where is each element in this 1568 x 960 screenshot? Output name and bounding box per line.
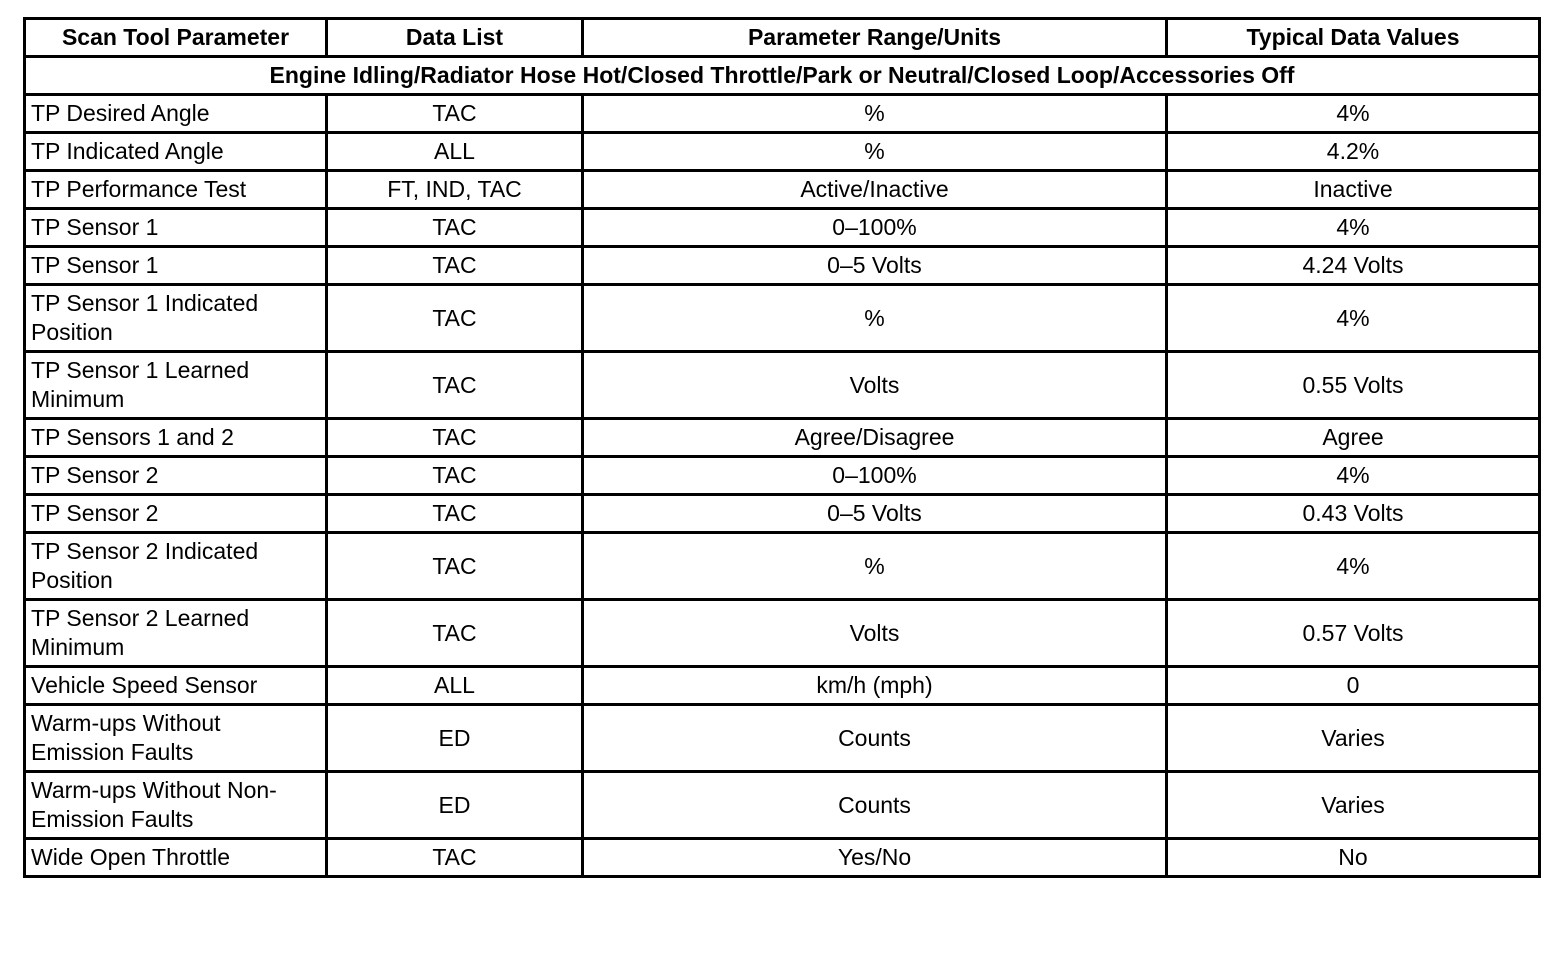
data-list-cell: ALL — [327, 133, 583, 171]
table-row — [25, 495, 1540, 533]
table-row — [25, 352, 1540, 419]
parameter-cell: TP Sensor 2 — [25, 495, 327, 533]
range-units-cell: Agree/Disagree — [583, 419, 1167, 457]
table-row — [25, 133, 1540, 171]
range-units-cell: Active/Inactive — [583, 171, 1167, 209]
typical-value-cell: 0.43 Volts — [1167, 495, 1540, 533]
typical-value-cell: 4% — [1167, 533, 1540, 600]
range-units-cell: Counts — [583, 705, 1167, 772]
parameter-cell: TP Sensor 2 — [25, 457, 327, 495]
data-list-cell: TAC — [327, 247, 583, 285]
data-list-cell: TAC — [327, 209, 583, 247]
table-row — [25, 705, 1540, 772]
typical-value-cell: Varies — [1167, 705, 1540, 772]
typical-value-cell: 4% — [1167, 95, 1540, 133]
table-row — [25, 209, 1540, 247]
data-list-cell: TAC — [327, 600, 583, 667]
range-units-cell: % — [583, 533, 1167, 600]
range-units-cell: Counts — [583, 772, 1167, 839]
parameter-cell: TP Sensors 1 and 2 — [25, 419, 327, 457]
parameter-cell: TP Sensor 1 — [25, 247, 327, 285]
parameter-cell: Warm-ups Without Non-Emission Faults — [25, 772, 327, 839]
typical-value-cell: Agree — [1167, 419, 1540, 457]
operating-condition: Engine Idling/Radiator Hose Hot/Closed Throttle/Park or Neutral/Closed Loop/Accessories Off — [25, 57, 1540, 95]
typical-value-cell: 4% — [1167, 209, 1540, 247]
range-units-cell: 0–5 Volts — [583, 495, 1167, 533]
data-list-cell: ALL — [327, 667, 583, 705]
data-list-cell: FT, IND, TAC — [327, 171, 583, 209]
data-list-cell: TAC — [327, 457, 583, 495]
table-row — [25, 533, 1540, 600]
parameter-cell: TP Performance Test — [25, 171, 327, 209]
data-list-cell: TAC — [327, 839, 583, 877]
data-list-cell: TAC — [327, 285, 583, 352]
parameter-cell: Warm-ups Without Emission Faults — [25, 705, 327, 772]
table-row — [25, 171, 1540, 209]
range-units-cell: 0–100% — [583, 209, 1167, 247]
typical-value-cell: 0 — [1167, 667, 1540, 705]
typical-value-cell: 4.24 Volts — [1167, 247, 1540, 285]
typical-value-cell: 0.57 Volts — [1167, 600, 1540, 667]
range-units-cell: 0–5 Volts — [583, 247, 1167, 285]
parameter-cell: TP Sensor 2 Learned Minimum — [25, 600, 327, 667]
table-row — [25, 600, 1540, 667]
data-list-cell: TAC — [327, 95, 583, 133]
range-units-cell: Volts — [583, 352, 1167, 419]
data-list-cell: TAC — [327, 352, 583, 419]
table-row — [25, 667, 1540, 705]
data-list-cell: ED — [327, 772, 583, 839]
range-units-cell: % — [583, 285, 1167, 352]
typical-value-cell: No — [1167, 839, 1540, 877]
table-row — [25, 419, 1540, 457]
range-units-cell: % — [583, 95, 1167, 133]
scan-tool-data-table-container — [23, 17, 1538, 878]
typical-value-cell: 4% — [1167, 457, 1540, 495]
parameter-cell: TP Sensor 2 Indicated Position — [25, 533, 327, 600]
typical-value-cell: 4% — [1167, 285, 1540, 352]
table-row — [25, 772, 1540, 839]
condition-row — [25, 57, 1540, 95]
data-list-cell: ED — [327, 705, 583, 772]
header-row — [25, 19, 1540, 57]
header-scan-tool-parameter: Scan Tool Parameter — [25, 19, 327, 57]
data-list-cell: TAC — [327, 419, 583, 457]
parameter-cell: TP Sensor 1 — [25, 209, 327, 247]
typical-value-cell: Varies — [1167, 772, 1540, 839]
range-units-cell: 0–100% — [583, 457, 1167, 495]
scan-tool-data-table — [23, 17, 1541, 878]
parameter-cell: Vehicle Speed Sensor — [25, 667, 327, 705]
parameter-cell: TP Sensor 1 Learned Minimum — [25, 352, 327, 419]
parameter-cell: TP Desired Angle — [25, 95, 327, 133]
table-row — [25, 247, 1540, 285]
data-list-cell: TAC — [327, 533, 583, 600]
table-row — [25, 95, 1540, 133]
parameter-cell: TP Sensor 1 Indicated Position — [25, 285, 327, 352]
range-units-cell: Yes/No — [583, 839, 1167, 877]
header-parameter-range-units: Parameter Range/Units — [583, 19, 1167, 57]
header-data-list: Data List — [327, 19, 583, 57]
range-units-cell: km/h (mph) — [583, 667, 1167, 705]
table-row — [25, 457, 1540, 495]
range-units-cell: Volts — [583, 600, 1167, 667]
table-row — [25, 839, 1540, 877]
header-typical-data-values: Typical Data Values — [1167, 19, 1540, 57]
data-list-cell: TAC — [327, 495, 583, 533]
typical-value-cell: 0.55 Volts — [1167, 352, 1540, 419]
range-units-cell: % — [583, 133, 1167, 171]
table-row — [25, 285, 1540, 352]
parameter-cell: TP Indicated Angle — [25, 133, 327, 171]
parameter-cell: Wide Open Throttle — [25, 839, 327, 877]
typical-value-cell: Inactive — [1167, 171, 1540, 209]
typical-value-cell: 4.2% — [1167, 133, 1540, 171]
